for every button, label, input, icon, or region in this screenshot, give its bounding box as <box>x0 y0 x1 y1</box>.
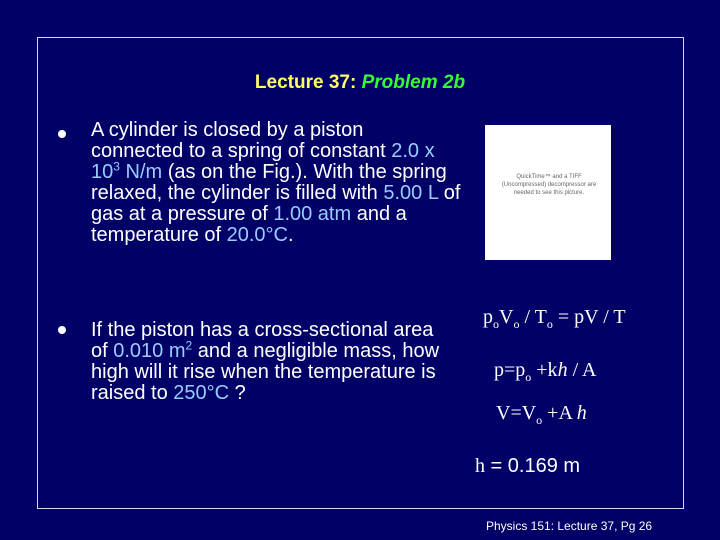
bullet-dot-1 <box>58 130 66 138</box>
bullet-2-part: ? <box>229 382 246 404</box>
eq1-sub: o <box>546 317 553 331</box>
bullet-dot-2 <box>58 326 66 334</box>
eq2-h: h <box>557 359 568 381</box>
eq2-rest: / A <box>567 359 597 381</box>
slide-frame <box>37 37 684 509</box>
initial-temperature: 20.0°C <box>226 224 288 246</box>
answer-h: h <box>475 455 485 477</box>
eq2-k: +k <box>531 359 558 381</box>
figure-placeholder-text: QuickTime™ and a TIFF (Uncompressed) decompressor are needed to see this picture. <box>501 174 597 196</box>
eq1-rhs: = pV / T <box>552 306 626 328</box>
eq1-sub: o <box>513 317 520 331</box>
equation-ideal-gas <box>483 306 626 332</box>
bullet-1-part: and a temperature of <box>91 203 407 246</box>
eq2-lhs: p=p <box>494 359 526 381</box>
spring-constant-unit: N/m <box>119 161 163 183</box>
piston-area-exponent: 2 <box>185 338 193 353</box>
eq3-sub: o <box>536 413 543 427</box>
bullet-2-text <box>91 320 451 404</box>
initial-volume: 5.00 L <box>383 182 439 204</box>
equation-pressure <box>494 359 596 385</box>
eq1-t: / T <box>519 306 547 328</box>
bullet-1-part: of gas at a pressure of <box>91 182 461 225</box>
answer-value: = 0.169 m <box>485 455 581 477</box>
eq1-p: p <box>483 306 493 328</box>
equation-volume <box>496 402 587 428</box>
eq1-v: V <box>499 306 514 328</box>
bullet-1-part: (as on the Fig.). With the spring relaxed, the cylinder is filled with <box>91 161 447 204</box>
eq3-lhs: V=V <box>496 402 537 424</box>
bullet-2-part: If the piston has a cross-sectional area of <box>91 319 434 362</box>
slide-footer: Physics 151: Lecture 37, Pg 26 <box>486 519 653 533</box>
piston-area-value: 0.010 m <box>113 340 186 362</box>
final-temperature: 250°C <box>173 382 230 404</box>
slide-title <box>0 72 720 94</box>
bullet-2-part: and a negligible mass, how high will it rise when the temperature is raised to <box>91 340 440 404</box>
spring-constant-mantissa: 2.0 x 10 <box>91 140 435 183</box>
title-accent: Problem 2b <box>361 72 466 93</box>
title-prefix: Lecture 37: <box>254 72 362 93</box>
answer <box>475 455 580 478</box>
bullet-1-part: A cylinder is closed by a piston connected to a spring of constant <box>91 119 392 162</box>
bullet-1-text <box>91 120 461 246</box>
eq1-sub: o <box>493 317 499 331</box>
spring-constant-exponent: 3 <box>113 159 120 174</box>
initial-pressure: 1.00 atm <box>273 203 352 225</box>
bullet-1-part: . <box>288 224 294 246</box>
eq3-h: h <box>576 402 587 424</box>
figure-placeholder <box>485 125 611 260</box>
eq2-sub: o <box>525 370 532 384</box>
eq3-a: +A <box>542 402 577 424</box>
piston-area <box>113 340 192 362</box>
